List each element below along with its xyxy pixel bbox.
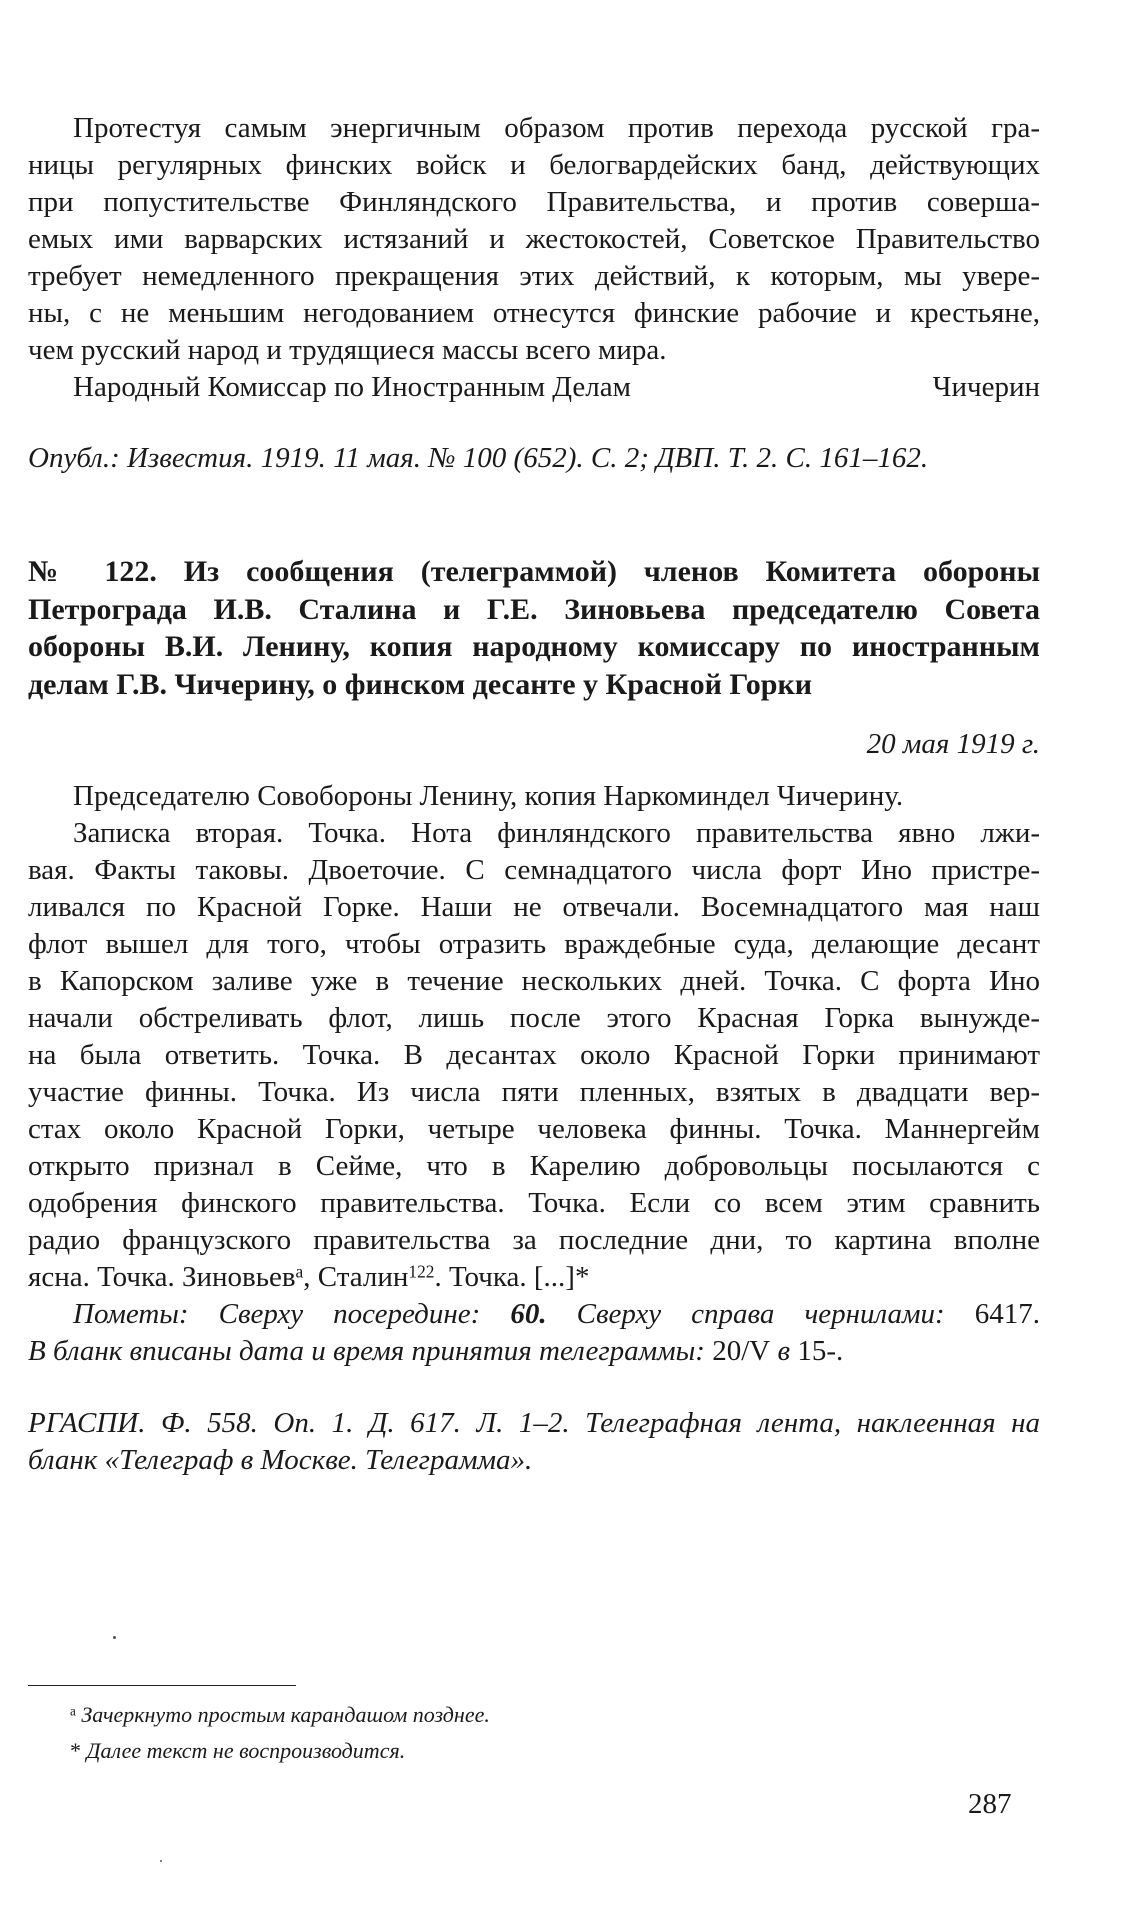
- page-number: 287: [968, 1788, 1012, 1820]
- heading-line: № 122. Из сообщения (телеграммой) членов Комитета обороны: [28, 555, 1040, 588]
- footnote-asterisk: [70, 1738, 405, 1764]
- archive-line: РГАСПИ. Ф. 558. Оп. 1. Д. 617. Л. 1–2. Телеграфная лента, наклеенная на: [28, 1407, 1040, 1439]
- closing-text: ясна. Точка. Зиновьев: [28, 1261, 296, 1293]
- closing-text: , Сталин: [303, 1261, 409, 1293]
- text-line: флот вышел для того, чтобы отразить враждебные суда, делающие десант: [28, 928, 1040, 960]
- text-line: стах около Красной Горки, четыре человека финны. Точка. Маннергейм: [28, 1113, 1040, 1145]
- marks-label: в: [777, 1335, 791, 1367]
- footnote-text: Зачеркнуто простым карандашом позднее.: [81, 1702, 490, 1727]
- text-line: требует немедленного прекращения этих действий, к которым, мы увере-: [28, 260, 1040, 292]
- publication-reference: [28, 440, 1040, 477]
- marks-label: Пометы: Сверху посередине:: [73, 1298, 481, 1330]
- text-line: при попустительстве Финляндского Правительства, и против соверша-: [28, 186, 1040, 218]
- heading-line: делам Г.В. Чичерину, о финском десанте у Красной Горки: [28, 667, 813, 701]
- text-line: чем русский народ и трудящиеся массы всего мира.: [28, 334, 667, 366]
- archive-line: бланк «Телеграф в Москве. Телеграмма».: [28, 1444, 533, 1476]
- text-line: емых ими варварских истязаний и жестокостей, Советское Правительство: [28, 223, 1040, 255]
- signature-name: Чичерин: [932, 371, 1040, 403]
- text-line: ны, с не меньшим негодованием отнесутся финские рабочие и крестьяне,: [28, 297, 1040, 329]
- signature-title: Народный Комиссар по Иностранным Делам: [73, 371, 631, 403]
- heading-line: обороны В.И. Ленину, копия народному комиссару по иностранным: [28, 630, 1040, 663]
- closing-text: . Точка. [...]*: [434, 1261, 590, 1293]
- previous-document-paragraph: [28, 110, 1040, 406]
- marks-value: 6417.: [974, 1298, 1041, 1330]
- footnote-separator: [28, 1685, 296, 1686]
- text-line: начали обстреливать флот, лишь после этого Красная Горка вынужде-: [28, 1002, 1040, 1034]
- heading-line: Петрограда И.В. Сталина и Г.Е. Зиновьева председателю Совета: [28, 592, 1040, 626]
- endnote-ref-122: 122: [408, 1261, 435, 1282]
- scan-speck: [113, 1636, 116, 1639]
- text-line: одобрения финского правительства. Точка. Если со всем этим сравнить: [28, 1187, 1040, 1219]
- telegram-paragraph: [28, 778, 1040, 1370]
- text-line: вая. Факты таковы. Двоеточие. С семнадцатого числа форт Ино пристре-: [28, 854, 1040, 886]
- footnote-text: Далее текст не воспроизводится.: [86, 1738, 406, 1763]
- footnote-marker: а: [70, 1703, 76, 1719]
- text-line: на была ответить. Точка. В десантах около Красной Горки принимают: [28, 1039, 1040, 1071]
- text-line: открыто признал в Сейме, что в Карелию добровольцы посылаются с: [28, 1150, 1040, 1182]
- text-line: Протестуя самым энергичным образом против перехода русской гра-: [73, 112, 1040, 144]
- text-line: ливался по Красной Горке. Наши не отвечали. Восемнадцатого мая наш: [28, 891, 1040, 923]
- document-heading: [28, 553, 1040, 703]
- text-line: Записка вторая. Точка. Нота финляндского правительства явно лжи-: [73, 817, 1040, 849]
- marks-value: 15-.: [797, 1335, 844, 1367]
- footnote-marker: *: [70, 1738, 81, 1763]
- marks-value: 60.: [510, 1298, 547, 1330]
- scan-speck: [160, 1860, 162, 1862]
- marks-label: В бланк вписаны дата и время принятия телеграммы:: [28, 1335, 705, 1367]
- footnote-a: [70, 1702, 490, 1728]
- previous-document-body: [28, 110, 1040, 406]
- telegram-body: [28, 778, 1040, 1370]
- closing-line: [28, 1259, 1040, 1296]
- text-line: радио французского правительства за последние дни, то картина вполне: [28, 1224, 1040, 1256]
- publication-text: Опубл.: Известия. 1919. 11 мая. № 100 (652). С. 2; ДВП. Т. 2. С. 161–162.: [28, 442, 929, 474]
- footnote-ref-a: а: [295, 1261, 304, 1282]
- archive-reference: [28, 1405, 1040, 1479]
- signature-line: [28, 369, 1040, 406]
- marks-line: [28, 1333, 1040, 1370]
- text-line: в Капорском заливе уже в течение нескольких дней. Точка. С форта Ино: [28, 965, 1040, 997]
- addressee-line: Председателю Совобороны Ленину, копия Наркоминдел Чичерину.: [73, 780, 904, 812]
- marks-label: Сверху справа чернилами:: [576, 1298, 945, 1330]
- text-line: участие финны. Точка. Из числа пяти пленных, взятых в двадцати вер-: [28, 1076, 1040, 1108]
- marks-line: [28, 1296, 1040, 1333]
- marks-value: 20/V: [712, 1335, 771, 1367]
- text-line: ницы регулярных финских войск и белогвардейских банд, действующих: [28, 149, 1040, 181]
- document-date: 20 мая 1919 г.: [866, 728, 1040, 760]
